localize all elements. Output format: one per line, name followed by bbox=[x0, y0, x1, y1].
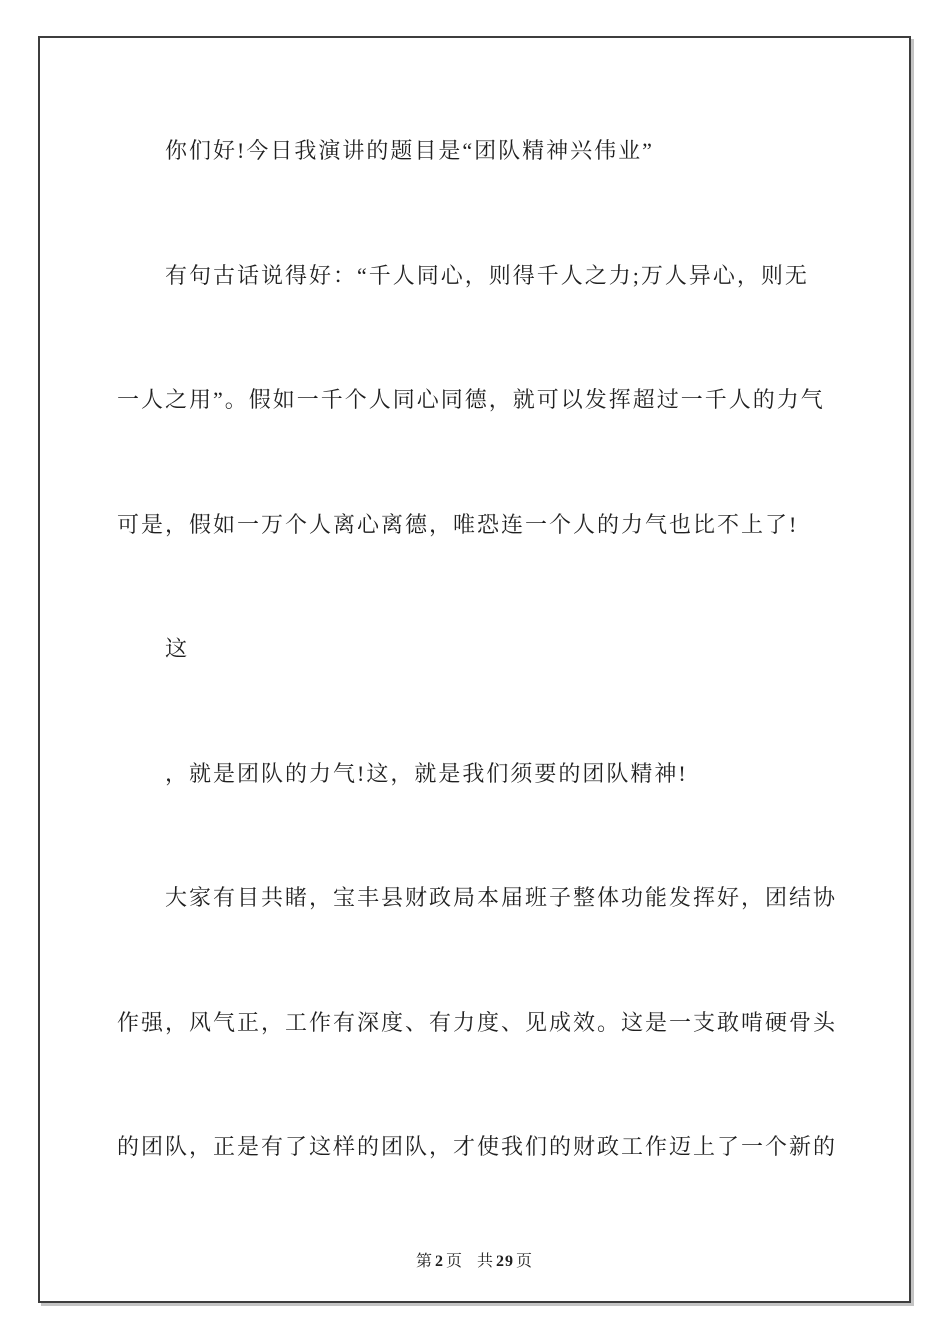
text-line: 作强，风气正，工作有深度、有力度、见成效。这是一支敢啃硬骨头 bbox=[117, 1009, 838, 1035]
footer-total-suffix: 页 bbox=[516, 1253, 534, 1270]
page-content bbox=[117, 89, 849, 1210]
footer-total-pages bbox=[477, 1253, 533, 1270]
text-line: 有句古话说得好：“千人同心，则得千人之力;万人异心，则无 bbox=[165, 262, 809, 288]
text-line: 可是，假如一万个人离心离德，唯恐连一个人的力气也比不上了! bbox=[117, 511, 799, 537]
text-line: 这 bbox=[165, 636, 190, 661]
footer-total-prefix: 共 bbox=[477, 1253, 495, 1270]
footer-page-number: 2 bbox=[434, 1253, 444, 1270]
text-line: 一人之用”。假如一千个人同心同德，就可以发挥超过一千人的力气 bbox=[117, 387, 825, 412]
footer-current-page bbox=[416, 1253, 463, 1270]
footer-page-prefix: 第 bbox=[415, 1253, 433, 1270]
text-line: ，就是团队的力气!这，就是我们须要的团队精神! bbox=[165, 760, 688, 786]
footer-total-number: 29 bbox=[496, 1253, 515, 1270]
text-line: 你们好!今日我演讲的题目是“团队精神兴伟业” bbox=[165, 138, 654, 163]
page-footer bbox=[40, 1248, 909, 1271]
text-line: 大家有目共睹，宝丰县财政局本届班子整体功能发挥好，团结协 bbox=[165, 885, 838, 910]
text-line: 的团队，正是有了这样的团队，才使我们的财政工作迈上了一个新的 bbox=[117, 1134, 838, 1159]
page bbox=[38, 36, 911, 1303]
footer-page-suffix: 页 bbox=[445, 1253, 463, 1270]
